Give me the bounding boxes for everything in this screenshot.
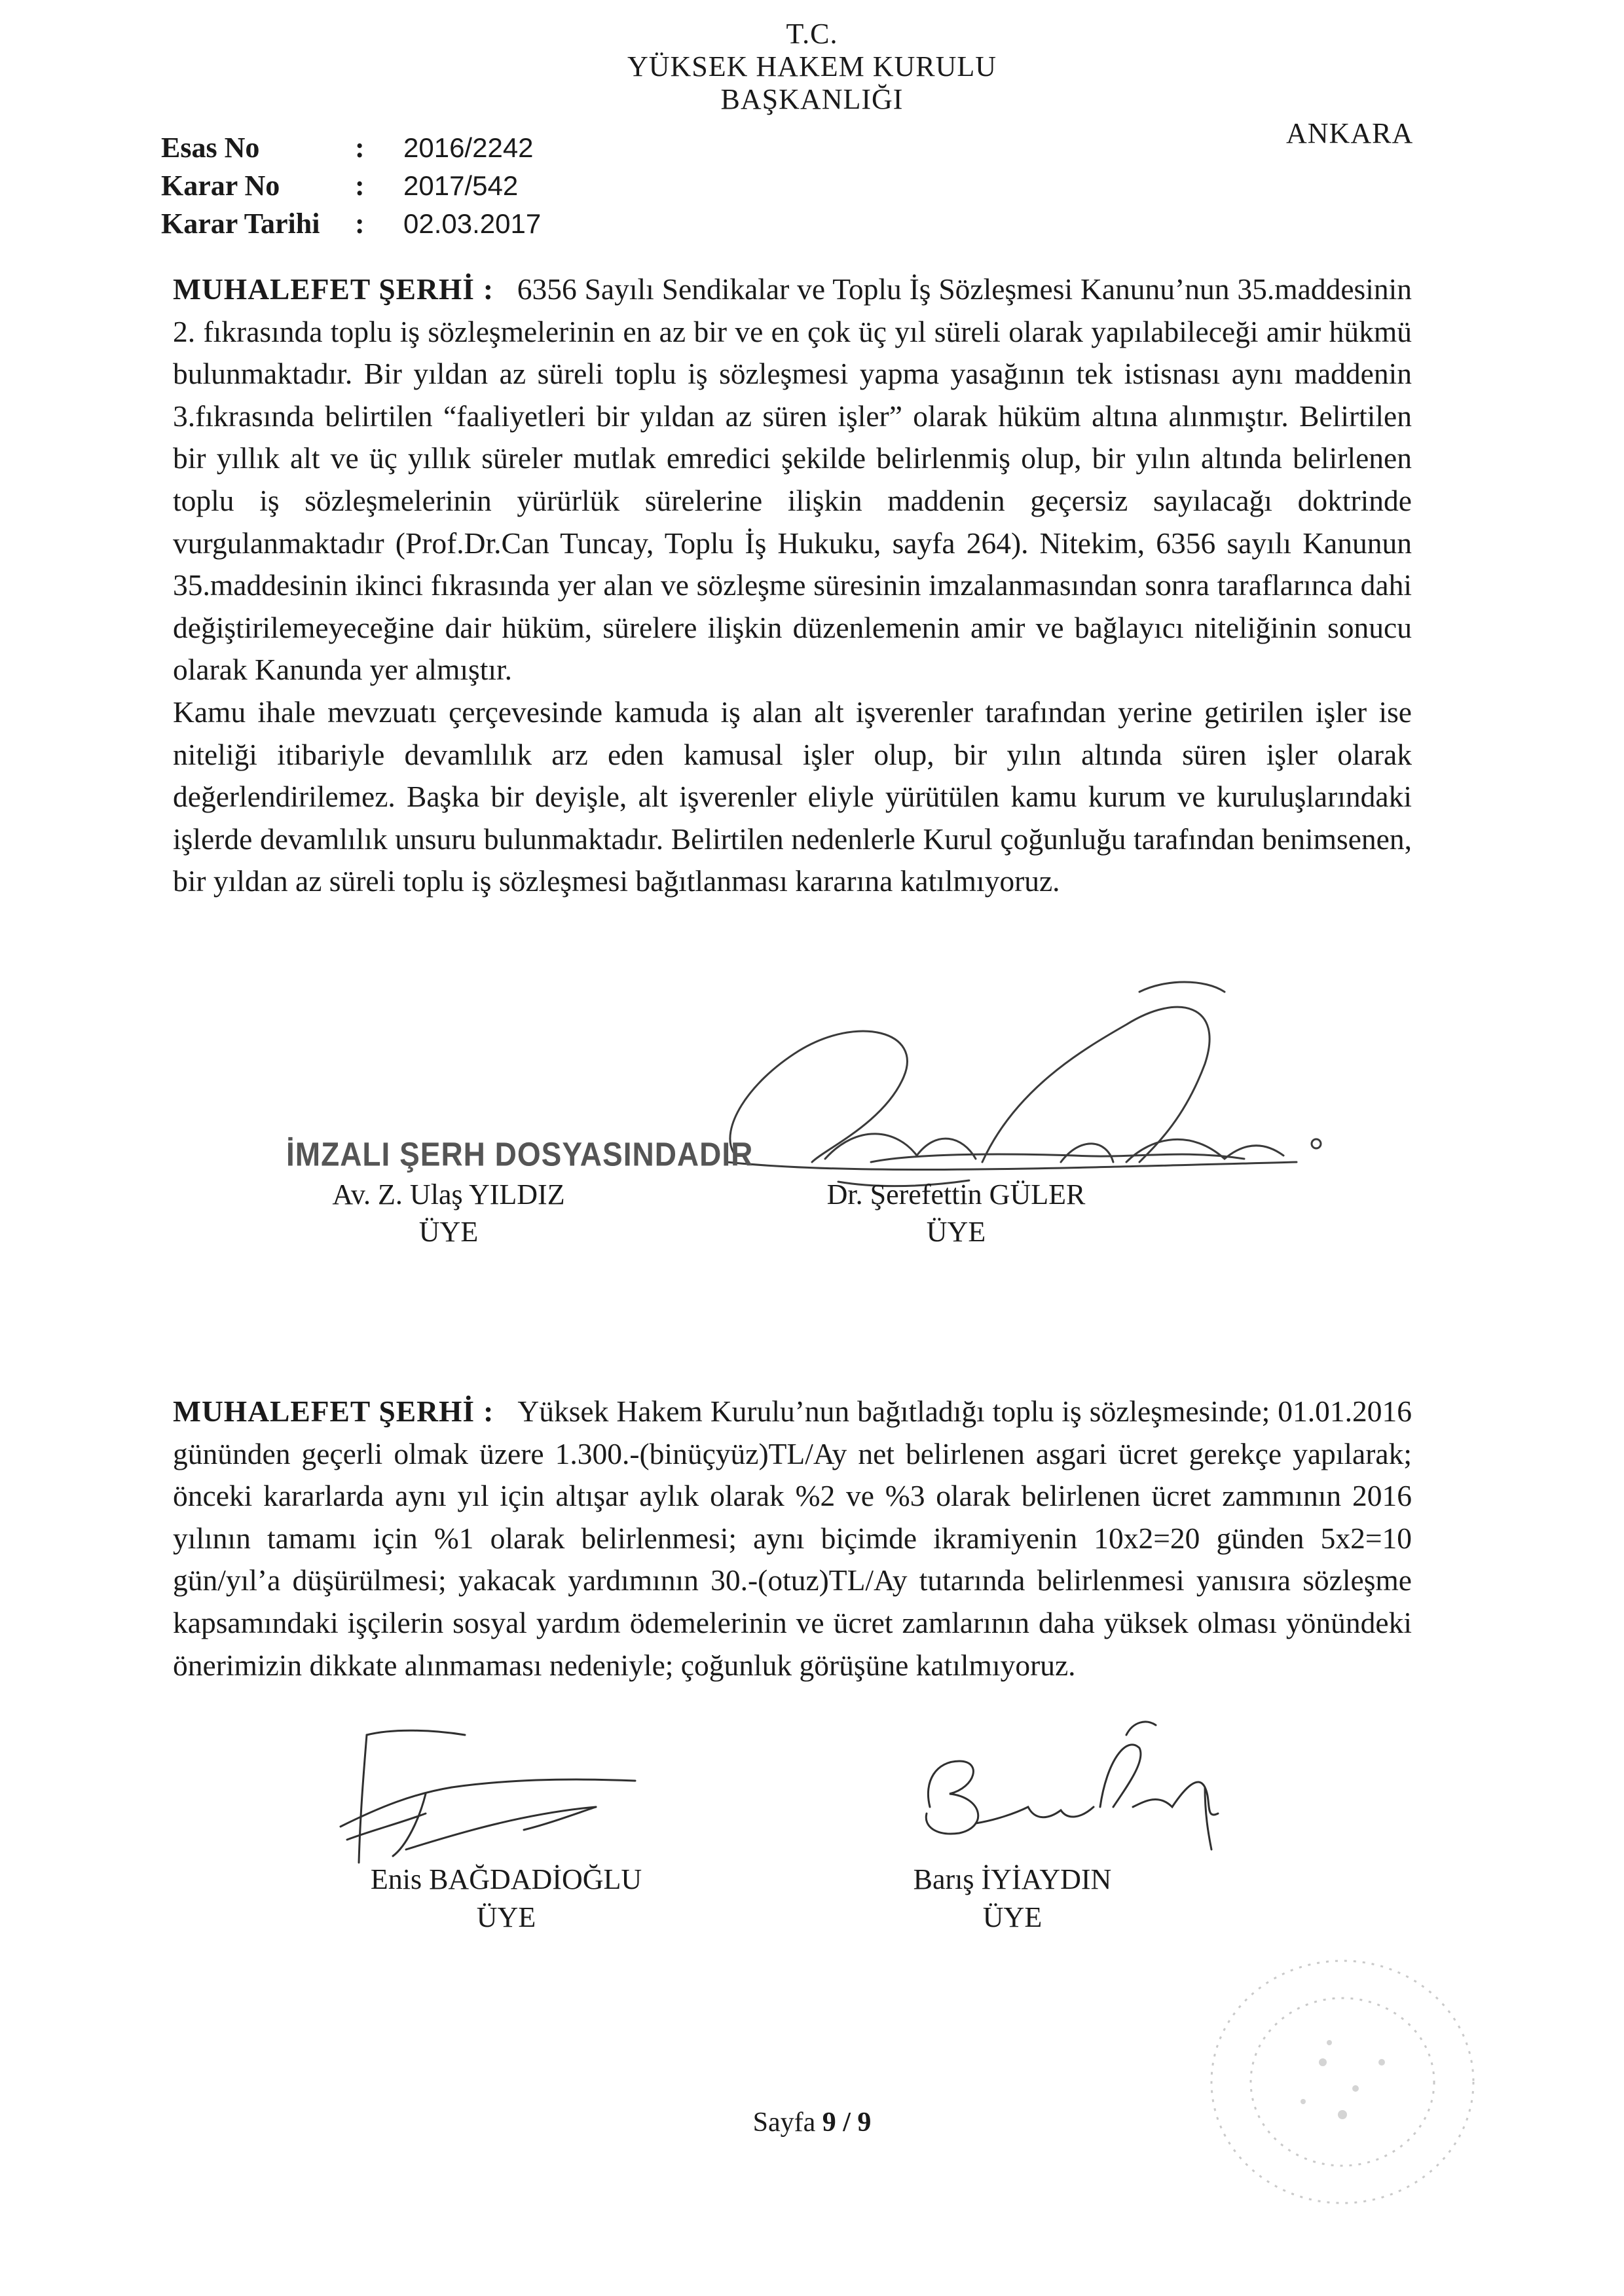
page-label: Sayfa xyxy=(752,2107,816,2138)
meta-value: 2016/2242 xyxy=(403,132,534,163)
dissent-1 xyxy=(173,268,1412,903)
signatory-1-role: ÜYE xyxy=(418,1216,479,1248)
header-institution: YÜKSEK HAKEM KURULU xyxy=(627,50,997,82)
official-seal xyxy=(1192,1944,1493,2219)
meta-decision-date xyxy=(161,204,541,244)
page-number: 9 / 9 xyxy=(822,2107,872,2138)
meta-value: 2017/542 xyxy=(403,170,519,201)
meta-label: Karar No xyxy=(161,170,280,202)
page-footer xyxy=(0,2107,1624,2138)
dissent-2-paragraph xyxy=(173,1391,1412,1686)
header-department: BAŞKANLIĞI xyxy=(720,83,904,115)
signatory-2-role: ÜYE xyxy=(926,1216,986,1248)
signatory-2-name: Dr. Şerefettin GÜLER xyxy=(826,1178,1086,1211)
signed-dissent-stamp: İMZALI ŞERH DOSYASINDADIR xyxy=(286,1135,754,1173)
meta-value: 02.03.2017 xyxy=(403,208,542,239)
signature-enis-bagdadioglu xyxy=(327,1715,668,1872)
dissent-2-text: Yüksek Hakem Kurulu’nun bağıtladığı toplu iş sözleşmesinde; 01.01.2016 gününden geçerli olmak üzere 1.300.-(binüçyüz)TL/Ay net belirlenen asgari ücret gerekçe yapılarak; önceki kararlarda aynı yıl için altışar aylık olarak %2 ve %3 olarak belirlenen ücret zammının 2016 yılının tamamı için %1 olarak belirlenmesi; aynı biçimde ikramiyenin 10x2=20 günden 5x2=10 gün/yıl’a düşürülmesi; yakacak yardımının 30.-(otuz)TL/Ay tutarında belirlenmesi yanısıra sözleşme kapsamındaki işçilerin sosyal yardım ödemelerinin ve ücret zamlarının daha yüksek olması yönündeki önerimizin dikkate alınmaması nedeniyle; çoğunluk görüşüne katılmıyoruz. xyxy=(173,1394,1412,1682)
header-line-1: T.C. xyxy=(786,18,838,50)
meta-label: Karar Tarihi xyxy=(161,208,320,240)
dissent-1-paragraph-2: Kamu ihale mevzuatı çerçevesinde kamuda iş alan alt işverenler tarafından yerine getirilen işler ise niteliği itibariyle devamlılık arz eden kamusal işler olup, bir yılın altında süren işler olarak değerlendirilemez. Başka bir deyişle, alt işverenler eliyle yürütülen kamu kurum ve kuruluşlarındaki işlerde devamlılık unsuru bulunmaktadır. Belirtilen nedenlerle Kurul çoğunluğu tarafından benimsenen, bir yıldan az süreli toplu iş sözleşmesi bağıtlanması kararına katılmıyoruz. xyxy=(173,695,1412,898)
dissent-2-title: MUHALEFET ŞERHİ : xyxy=(173,1394,494,1428)
signatory-4-role: ÜYE xyxy=(982,1901,1043,1933)
meta-colon: : xyxy=(355,170,365,202)
meta-label: Esas No xyxy=(161,132,260,164)
signatory-1-name: Av. Z. Ulaş YILDIZ xyxy=(332,1178,565,1211)
dissent-2 xyxy=(173,1391,1412,1686)
meta-case-no xyxy=(161,128,534,168)
meta-colon: : xyxy=(355,132,365,164)
meta-colon: : xyxy=(355,208,365,240)
header-city: ANKARA xyxy=(1286,117,1414,149)
meta-decision-no xyxy=(161,166,518,206)
signature-baris-iyiaydin xyxy=(897,1709,1238,1859)
dissent-1-text-1: 6356 Sayılı Sendikalar ve Toplu İş Sözleşmesi Kanunu’nun 35.maddesinin 2. fıkrasında toplu iş sözleşmelerinin en az bir ve en çok üç yıl süreli olarak yapılabileceği amir hükmü bulunmaktadır. Bir yıldan az süreli toplu iş sözleşmesi yapma yasağının tek istisnası aynı maddenin 3.fıkrasında belirtilen “faaliyetleri bir yıldan az süren işler” olarak hüküm altına alınmıştır. Belirtilen bir yıllık alt ve üç yıllık süreler mutlak emredici şekilde belirlenmiş olup, bir yılın altında belirlenen toplu iş sözleşmelerinin yürürlük sürelerine ilişkin maddenin geçersiz sayılacağı doktrinde vurgulanmaktadır (Prof.Dr.Can Tuncay, Toplu İş Hukuku, sayfa 264). Nitekim, 6356 sayılı Kanunun 35.maddesinin ikinci fıkrasında yer alan ve sözleşme süresinin imzalanmasından sonra taraflarınca dahi değiştirilemeyeceğine dair hüküm, sürelere ilişkin düzenlemenin amir ve bağlayıcı niteliğinin sonucu olarak Kanunda yer almıştır. xyxy=(173,272,1412,687)
signatory-4-name: Barış İYİAYDIN xyxy=(913,1863,1112,1895)
dissent-1-title: MUHALEFET ŞERHİ : xyxy=(173,272,494,306)
dissent-1-paragraph-1 xyxy=(173,268,1412,691)
signatory-3-name: Enis BAĞDADİOĞLU xyxy=(370,1863,642,1895)
signatory-3-role: ÜYE xyxy=(476,1901,536,1933)
